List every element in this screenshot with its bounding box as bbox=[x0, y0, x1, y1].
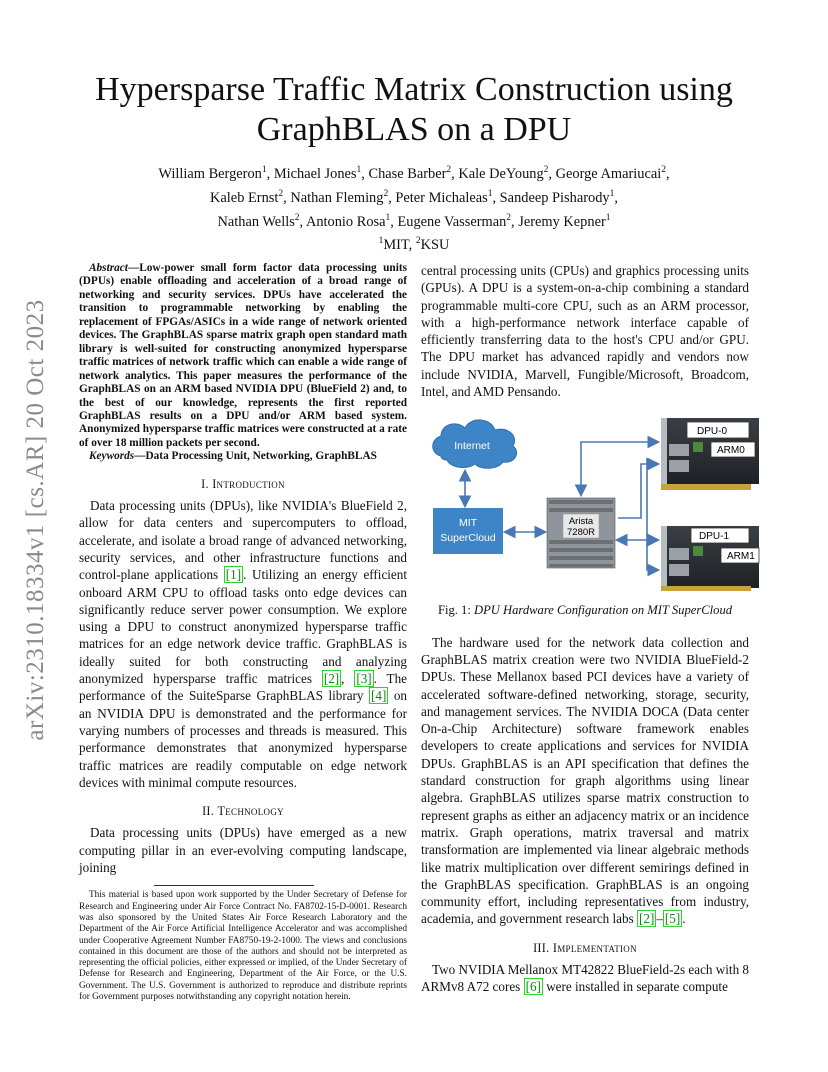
arm-1-label: ARM1 bbox=[727, 551, 755, 563]
title-line-2: GraphBLAS on a DPU bbox=[256, 111, 572, 148]
dpu-1-card-image bbox=[661, 526, 759, 591]
section-number: III. bbox=[533, 940, 553, 955]
author-name: George Amariucai bbox=[555, 165, 662, 182]
author-block bbox=[80, 160, 748, 255]
author-affiliation: 1 bbox=[356, 165, 362, 175]
section-title: Implementation bbox=[552, 940, 637, 955]
footnote: This material is based upon work supported by the Under Secretary of Defense for Research and Engineering under Air Force Contract No. FA8702-15-D-0001. Research was also sponsored by the United States Air Force Research Laboratory and the Department of the Air Force Artificial Intelligence Accelerator and was accomplished under Cooperative Agreement Number FA8750-19-2-1000. The views and conclusions contained in this document are those of the authors and should not be interpreted as representing the official policies, either expressed or implied, of the Under Secretary of Defense for Research and Engineering, Department of the Air Force, or the U.S. Government. The U.S. Government is authorized to reproduce and distribute reprints for Government purposes notwithstanding any copyright notation herein. bbox=[79, 890, 407, 1002]
author-name: Kaleb Ernst bbox=[210, 189, 279, 206]
section-title: Technology bbox=[217, 804, 284, 819]
intro-text: . Utilizing an energy efficient onboard ARM CPU to offload tasks onto edge devices can significantly reduce server power consumption. We explore using a DPU to construct anonymized hypersparse traffic matrices for an edge network device traffic. GraphBLAS is ideally suited for both constructing and analyzing anonymized hypersparse traffic matrices bbox=[79, 567, 407, 687]
left-column bbox=[79, 262, 407, 1003]
internet-cloud-icon bbox=[433, 420, 517, 468]
author-name: Sandeep Pisharody bbox=[499, 189, 610, 206]
intro-text: . The performance of the SuiteSparse GraphBLAS library bbox=[79, 671, 407, 704]
arrow-dpu0-dpu1 bbox=[647, 458, 657, 570]
citation-link[interactable]: [5] bbox=[664, 911, 681, 927]
abstract bbox=[79, 262, 407, 450]
arxiv-identifier[interactable]: arXiv:2310.18334v1 [cs.AR] 20 Oct 2023 bbox=[22, 299, 49, 741]
keywords-label: Keywords bbox=[89, 450, 135, 463]
author-name: Jeremy Kepner bbox=[518, 213, 606, 230]
citation-link[interactable]: [6] bbox=[525, 979, 541, 995]
citation-link[interactable]: [2] bbox=[639, 911, 655, 927]
dpu-0-label: DPU-0 bbox=[697, 426, 728, 438]
affiliation-text: MIT, bbox=[383, 237, 416, 254]
author-name: Kale DeYoung bbox=[458, 165, 544, 182]
intro-paragraph bbox=[79, 497, 407, 791]
internet-label: Internet bbox=[454, 440, 490, 453]
author-affiliation: 2 bbox=[506, 212, 512, 223]
abstract-label: Abstract bbox=[89, 262, 128, 274]
arm-0-label: ARM0 bbox=[717, 445, 745, 457]
intro-text: on an NVIDIA DPU is demonstrated and the performance for varying numbers of processes and threads is measured. This performance demonstrates that anonymized hypersparse traffic matrices are readily computable on edge network devices with minimal compute resources. bbox=[79, 688, 407, 790]
author-line-1: William Bergeron$^1$, Michael Jones$^1$, Chase Barber$^2$, Kale DeYoung$^2$, George Amariucai$^2$, bbox=[158, 165, 670, 182]
affiliation-mark: 2 bbox=[415, 236, 421, 247]
mit-label-line1: MIT bbox=[458, 517, 478, 530]
arista-switch-image bbox=[547, 498, 615, 568]
arista-label-line2: 7280R bbox=[567, 527, 595, 539]
caption-text: DPU Hardware Configuration on MIT SuperCloud bbox=[473, 603, 733, 618]
author-name: Chase Barber bbox=[368, 165, 447, 182]
hardware-text: The hardware used for the network data collection and GraphBLAS matrix creation were two NVIDIA BlueField-2 DPUs. These Mellanox based PCI devices have a variety of accelerated software-defined networking, storage, security, and management services. The NVIDIA DOCA (Data center On-a-Chip Architecture) software framework enables developers to create applications and services for NVIDIA DPUs. GraphBLAS is an API specification that defines the standard construction for graph algorithms using linear algebra. GraphBLAS utilizes sparse matrix construction to represent graphs as either an adjacency matrix or an incidence matrix. Graph operations, matrix traversal and matrix transformation are implemented via linear algebraic methods like matrix multiplication over different semirings defined in the GraphBLAS specification. GraphBLAS is an ongoing community effort, including representatives from industry, academia, and government research labs bbox=[421, 634, 749, 927]
arrow-arista-dpu0 bbox=[581, 442, 657, 494]
author-name: Eugene Vasserman bbox=[397, 213, 507, 230]
footnote-rule bbox=[154, 885, 314, 886]
section-title: Introduction bbox=[212, 476, 285, 491]
right-column bbox=[421, 262, 755, 996]
author-name: William Bergeron bbox=[158, 165, 262, 182]
caption-label: Fig. 1: bbox=[437, 603, 474, 618]
arrow-arista-dpu0-b bbox=[618, 464, 657, 518]
dpu-1-label: DPU-1 bbox=[699, 531, 730, 543]
section-number: II. bbox=[202, 804, 218, 819]
arista-label-line1: Arista bbox=[568, 516, 594, 528]
implementation-text: Two NVIDIA Mellanox MT42822 BlueField-2s each with 8 ARMv8 A72 cores bbox=[421, 962, 749, 995]
paper-title bbox=[70, 70, 758, 150]
author-affiliation: 2 bbox=[383, 188, 389, 199]
author-affiliation: 1 bbox=[261, 165, 267, 175]
affiliations bbox=[80, 231, 748, 255]
author-affiliation: 2 bbox=[294, 212, 300, 223]
title-line-1: Hypersparse Traffic Matrix Construction using bbox=[95, 71, 733, 108]
keywords bbox=[79, 450, 407, 463]
mit-label-line2: SuperCloud bbox=[440, 532, 496, 545]
mit-supercloud-box bbox=[433, 508, 503, 554]
author-affiliation: 1 bbox=[487, 188, 493, 199]
implementation-text: were installed in separate compute bbox=[542, 979, 728, 995]
author-line-2: Kaleb Ernst$^2$, Nathan Fleming$^2$, Peter Michaleas$^1$, Sandeep Pisharody$^1$, bbox=[210, 188, 618, 206]
hardware-diagram bbox=[425, 414, 763, 592]
section-number: I. bbox=[201, 476, 213, 491]
intro-text: Data processing units (DPUs), like NVIDIA's BlueField 2, allow for data centers and supercomputers to offload, accelerate, and isolate a broad range of advanced networking, security services, and other infrastructure functions and control-plane applications bbox=[79, 498, 407, 583]
citation-link[interactable]: [4] bbox=[371, 688, 387, 704]
author-line-3: Nathan Wells$^2$, Antonio Rosa$^1$, Eugene Vasserman$^2$, Jeremy Kepner$^1$ bbox=[217, 212, 611, 230]
dpu-0-card-image bbox=[661, 418, 759, 490]
hardware-paragraph bbox=[421, 634, 749, 928]
implementation-paragraph bbox=[421, 961, 749, 996]
keywords-text: —Data Processing Unit, Networking, GraphBLAS bbox=[134, 450, 377, 463]
figure-1-caption bbox=[421, 602, 749, 619]
author-name: Michael Jones bbox=[273, 165, 357, 182]
section-heading-introduction bbox=[79, 476, 407, 493]
technology-paragraph-continued: central processing units (CPUs) and graphics processing units (GPUs). A DPU is a system-on-a-chip combining a standard programmable multi-core CPU, such as an ARM processor, with a high-performance network interface capable of efficiently transferring data to the host's CPU and/or GPU. The DPU market has advanced rapidly and vendors now include NVIDIA, Marvell, Fungible/Microsoft, Broadcom, Intel, and AMD Pensando. bbox=[421, 263, 749, 400]
figure-1 bbox=[425, 414, 763, 592]
author-affiliation: 2 bbox=[661, 165, 666, 175]
author-affiliation: 1 bbox=[385, 212, 391, 223]
author-affiliation: 1 bbox=[609, 188, 615, 199]
citation-link[interactable]: [1] bbox=[225, 567, 242, 583]
author-name: Nathan Fleming bbox=[290, 189, 384, 206]
technology-paragraph: Data processing units (DPUs) have emerged as a new computing pillar in an ever-evolving computing landscape, joining bbox=[79, 825, 407, 876]
abstract-text: —Low-power small form factor data processing units (DPUs) enable offloading and acceleration of a broad range of networking and security services. DPUs have accelerated the transition to programmable networking by enabling the replacement of FPGAs/ASICs in a wide range of network oriented devices. The GraphBLAS sparse matrix graph open standard math library is well-suited for constructing anonymized hypersparse traffic matrices of network traffic which can enable a wide range of network analytics. This paper measures the performance of the GraphBLAS on an ARM based NVIDIA DPU (BlueField 2) and, to the best of our knowledge, represents the first reported GraphBLAS results on a DPU and/or ARM based system. Anonymized hypersparse traffic matrices were constructed at a rate of over 18 million packets per second. bbox=[79, 262, 407, 449]
arxiv-identifier-margin bbox=[0, 0, 60, 1072]
citation-link[interactable]: [3] bbox=[356, 671, 372, 687]
author-name: Nathan Wells bbox=[217, 213, 295, 230]
citation-link[interactable]: [2] bbox=[323, 671, 340, 687]
author-name: Peter Michaleas bbox=[395, 189, 488, 206]
author-affiliation: 2 bbox=[543, 165, 549, 175]
author-affiliation: 2 bbox=[278, 188, 284, 199]
author-affiliation: 2 bbox=[446, 165, 452, 175]
author-affiliation: 1 bbox=[605, 212, 611, 223]
author-name: Antonio Rosa bbox=[305, 213, 386, 230]
intro-text: , bbox=[341, 671, 355, 687]
affiliation-mark: 1 bbox=[378, 236, 384, 247]
affiliation-text: KSU bbox=[420, 237, 450, 254]
section-heading-implementation bbox=[421, 940, 749, 957]
hardware-text: . bbox=[682, 911, 686, 927]
hardware-text: – bbox=[656, 911, 663, 927]
section-heading-technology bbox=[79, 803, 407, 820]
